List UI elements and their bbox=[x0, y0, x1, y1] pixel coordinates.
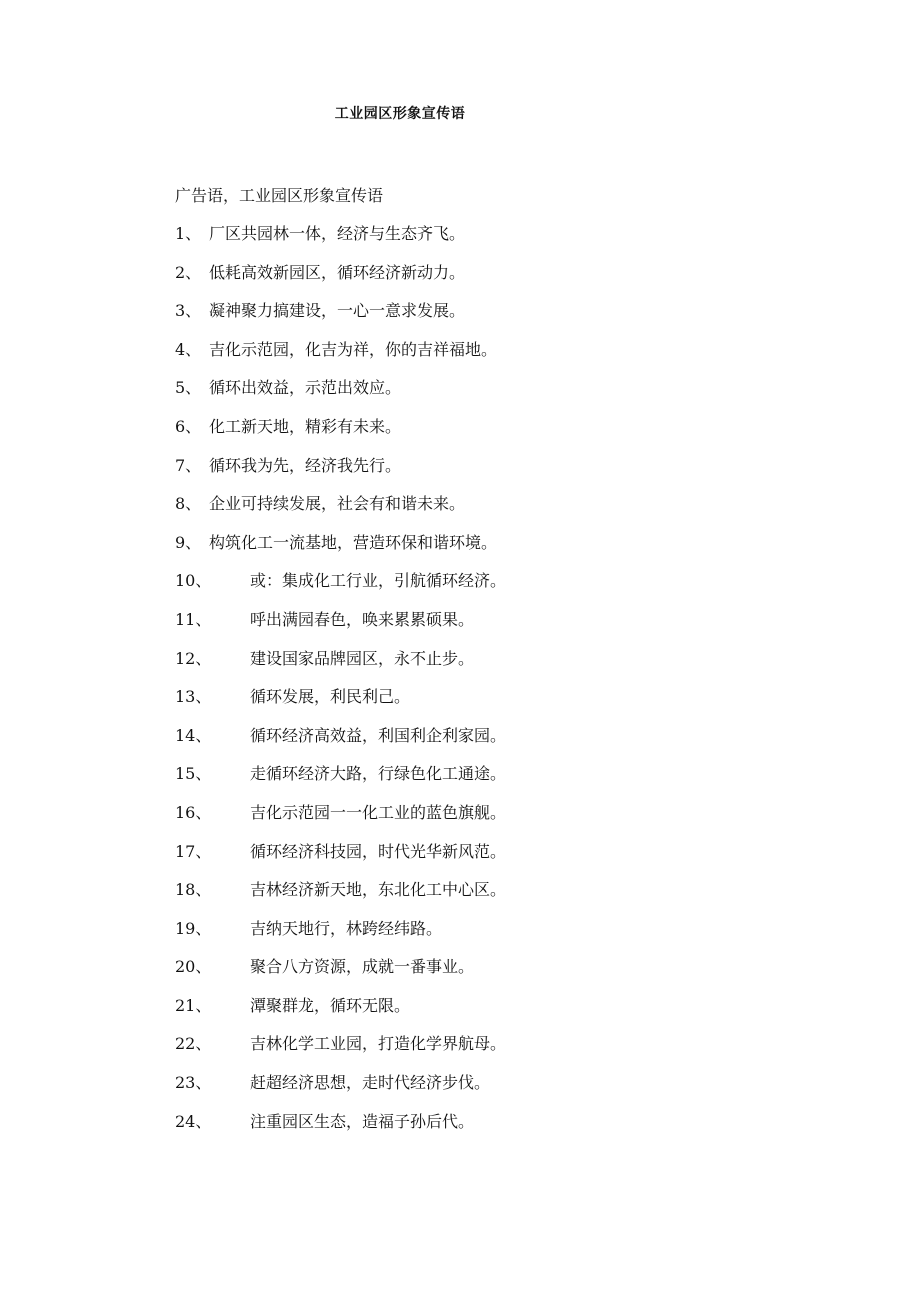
item-text: 循环我为先，经济我先行。 bbox=[209, 455, 402, 475]
list-item bbox=[175, 647, 506, 686]
item-number: 3、 bbox=[175, 301, 202, 321]
item-text: 吉纳天地行，林跨经纬路。 bbox=[250, 918, 443, 938]
list-item bbox=[175, 840, 506, 879]
item-text: 化工新天地，精彩有未来。 bbox=[209, 416, 402, 436]
item-text: 建设国家品牌园区，永不止步。 bbox=[250, 648, 475, 668]
item-number: 23、 bbox=[175, 1073, 212, 1093]
list-item bbox=[175, 569, 506, 608]
list-item bbox=[175, 531, 506, 570]
item-text: 或：集成化工行业，引航循环经济。 bbox=[250, 571, 507, 591]
list-item bbox=[175, 685, 506, 724]
item-number: 22、 bbox=[175, 1034, 212, 1054]
item-number: 5、 bbox=[175, 378, 202, 398]
item-number: 12、 bbox=[175, 648, 212, 668]
item-text: 构筑化工一流基地，营造环保和谐环境。 bbox=[209, 532, 498, 552]
list-item bbox=[175, 1071, 506, 1110]
document-title: 工业园区形象宣传语 bbox=[334, 106, 466, 122]
item-number: 16、 bbox=[175, 802, 212, 822]
list-item bbox=[175, 454, 506, 493]
item-text: 循环经济科技园，时代光华新风范。 bbox=[250, 841, 507, 861]
item-text: 企业可持续发展，社会有和谐未来。 bbox=[209, 494, 466, 514]
item-number: 7、 bbox=[175, 455, 202, 475]
list-item bbox=[175, 994, 506, 1033]
item-number: 14、 bbox=[175, 725, 212, 745]
item-number: 20、 bbox=[175, 957, 212, 977]
item-text: 吉林化学工业园，打造化学界航母。 bbox=[250, 1034, 507, 1054]
item-text: 吉林经济新天地，东北化工中心区。 bbox=[250, 880, 507, 900]
item-number: 2、 bbox=[175, 262, 202, 282]
item-number: 4、 bbox=[175, 339, 202, 359]
list-item bbox=[175, 917, 506, 956]
item-text: 吉化示范园，化吉为祥，你的吉祥福地。 bbox=[209, 339, 498, 359]
item-text: 低耗高效新园区，循环经济新动力。 bbox=[209, 262, 466, 282]
list-item bbox=[175, 376, 506, 415]
list-item bbox=[175, 338, 506, 377]
item-number: 11、 bbox=[175, 609, 212, 629]
item-text: 循环经济高效益，利国利企利家园。 bbox=[250, 725, 507, 745]
item-number: 21、 bbox=[175, 995, 212, 1015]
list-item bbox=[175, 1032, 506, 1071]
item-number: 8、 bbox=[175, 494, 202, 514]
list-item bbox=[175, 1110, 506, 1149]
item-text: 潭聚群龙，循环无限。 bbox=[250, 995, 411, 1015]
item-number: 9、 bbox=[175, 532, 202, 552]
item-number: 18、 bbox=[175, 880, 212, 900]
list-item bbox=[175, 608, 506, 647]
item-text: 呼出满园春色，唤来累累硕果。 bbox=[250, 609, 475, 629]
list-item bbox=[175, 261, 506, 300]
item-number: 13、 bbox=[175, 687, 212, 707]
item-text: 循环出效益，示范出效应。 bbox=[209, 378, 402, 398]
item-text: 聚合八方资源，成就一番事业。 bbox=[250, 957, 475, 977]
list-item bbox=[175, 724, 506, 763]
item-number: 17、 bbox=[175, 841, 212, 861]
item-text: 注重园区生态，造福子孙后代。 bbox=[250, 1111, 475, 1131]
list-item bbox=[175, 299, 506, 338]
list-item bbox=[175, 222, 506, 261]
item-text: 厂区共园林一体，经济与生态齐飞。 bbox=[209, 224, 466, 243]
item-number: 24、 bbox=[175, 1111, 212, 1131]
item-text: 赶超经济思想，走时代经济步伐。 bbox=[250, 1073, 491, 1093]
item-number: 10、 bbox=[175, 571, 212, 591]
item-number: 19、 bbox=[175, 918, 212, 938]
list-item bbox=[175, 415, 506, 454]
item-text: 吉化示范园一一化工业的蓝色旗舰。 bbox=[250, 802, 507, 822]
intro-line: 广告语，工业园区形象宣传语 bbox=[175, 186, 384, 205]
item-text: 循环发展，利民利己。 bbox=[250, 687, 411, 707]
item-number: 1、 bbox=[175, 224, 202, 243]
list-item bbox=[175, 801, 506, 840]
item-number: 15、 bbox=[175, 764, 212, 784]
item-number: 6、 bbox=[175, 416, 202, 436]
list-item bbox=[175, 878, 506, 917]
list-item bbox=[175, 955, 506, 994]
slogan-list bbox=[175, 222, 506, 1148]
list-item bbox=[175, 492, 506, 531]
item-text: 凝神聚力搞建设，一心一意求发展。 bbox=[209, 301, 466, 321]
item-text: 走循环经济大路，行绿色化工通途。 bbox=[250, 764, 507, 784]
list-item bbox=[175, 762, 506, 801]
